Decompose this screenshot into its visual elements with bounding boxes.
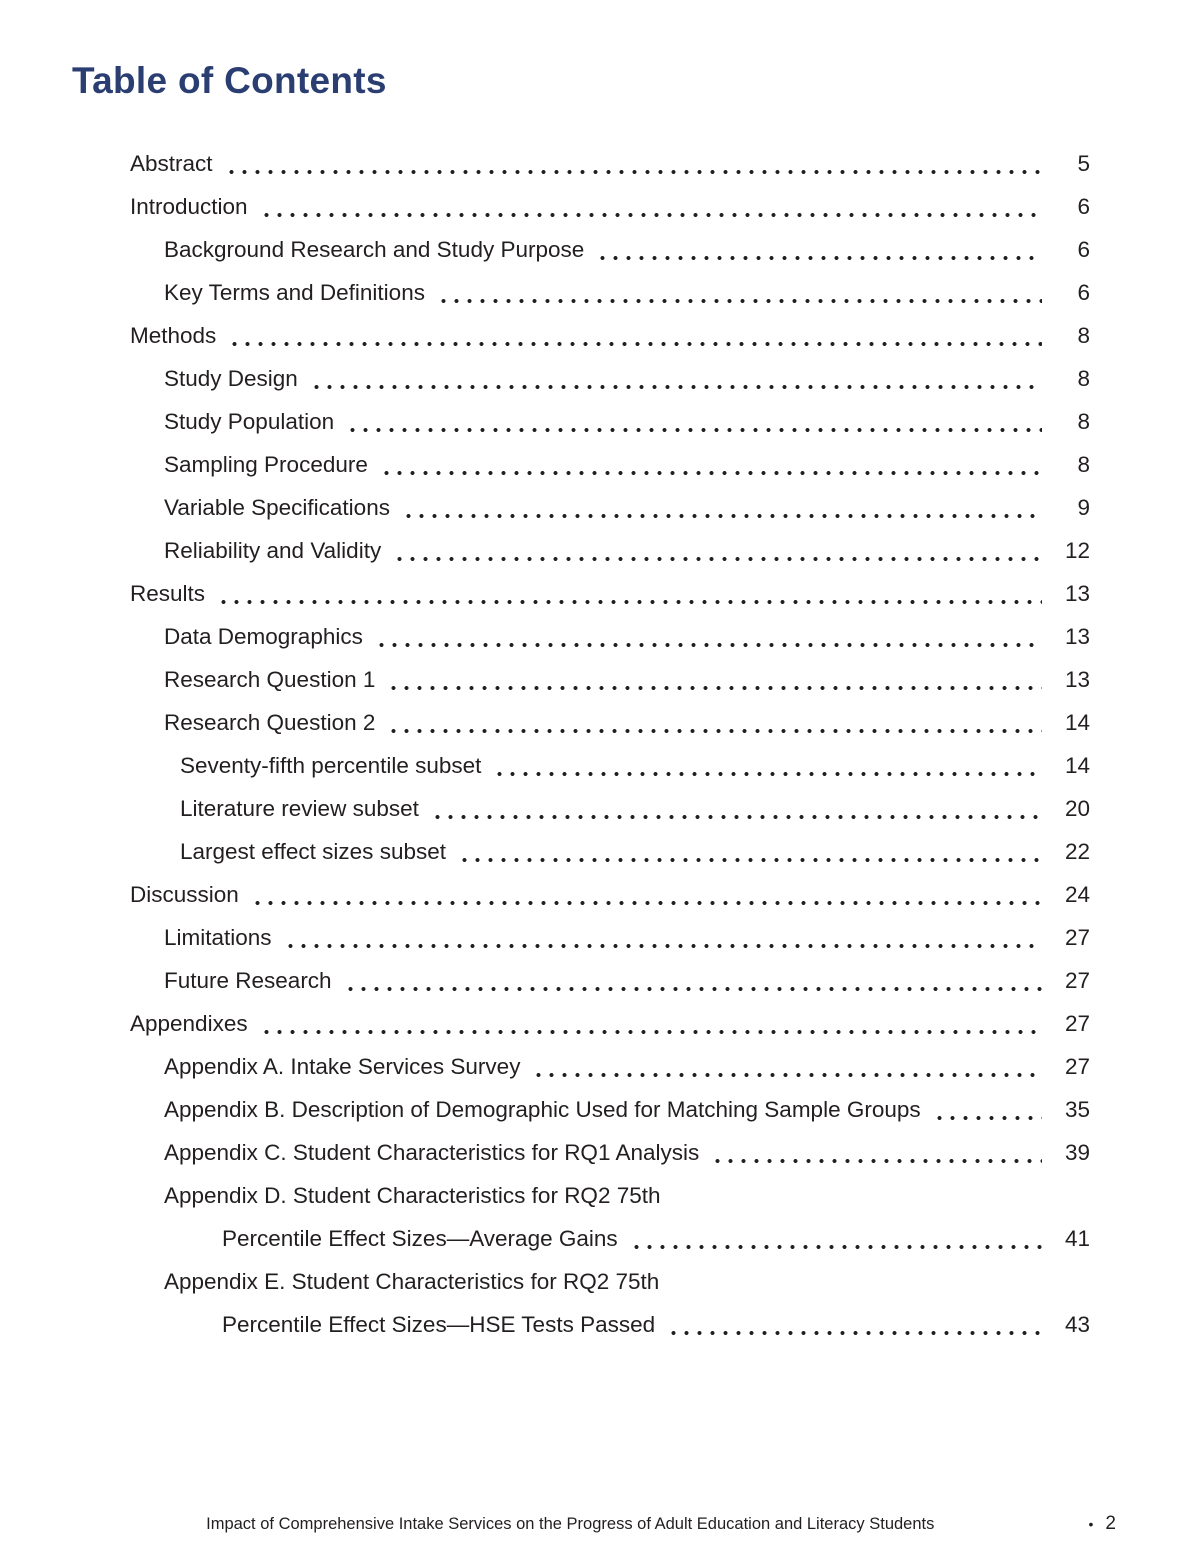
- toc-entry-page: 9: [1077, 495, 1090, 520]
- toc-entry-label[interactable]: Percentile Effect Sizes—HSE Tests Passed: [222, 1312, 656, 1337]
- toc-entry-label[interactable]: Seventy-fifth percentile subset: [180, 753, 482, 778]
- dot-leader: [665, 1303, 1042, 1346]
- footer-page-area: [1089, 1513, 1128, 1535]
- dot-leader: [308, 357, 1042, 400]
- toc-entry[interactable]: [130, 658, 1090, 701]
- toc-entry[interactable]: [130, 271, 1090, 314]
- toc-entry-label[interactable]: Limitations: [164, 925, 272, 950]
- toc-entry[interactable]: [130, 615, 1090, 658]
- dot-leader: [391, 529, 1042, 572]
- toc-entry-label[interactable]: Discussion: [130, 882, 239, 907]
- toc-entry[interactable]: [130, 529, 1090, 572]
- toc-entry-page: 22: [1064, 839, 1090, 864]
- toc-entry-page: 12: [1064, 538, 1090, 563]
- toc-entry[interactable]: [130, 1260, 1090, 1303]
- page-title: Table of Contents: [72, 60, 387, 101]
- dot-leader: [456, 830, 1042, 873]
- toc-entry[interactable]: [130, 443, 1090, 486]
- toc-entry-label[interactable]: Appendix C. Student Characteristics for RQ1 Analysis: [164, 1140, 700, 1165]
- dot-leader: [429, 787, 1042, 830]
- toc-entry-page: 39: [1064, 1140, 1090, 1165]
- dot-leader: [226, 314, 1042, 357]
- toc-entry[interactable]: [130, 787, 1090, 830]
- toc-entry-page: 14: [1064, 710, 1090, 735]
- dot-leader: [378, 443, 1042, 486]
- toc-entry[interactable]: [130, 486, 1090, 529]
- toc-entry-page: 27: [1064, 1054, 1090, 1079]
- dot-leader: [385, 701, 1042, 744]
- toc-list: [130, 142, 1090, 1346]
- dot-leader: [373, 615, 1042, 658]
- toc-entry[interactable]: [130, 185, 1090, 228]
- dot-leader: [249, 873, 1042, 916]
- toc-entry-label[interactable]: Future Research: [164, 968, 332, 993]
- toc-entry-page: 6: [1077, 280, 1090, 305]
- toc-entry-page: 13: [1064, 667, 1090, 692]
- toc-entry[interactable]: [130, 1002, 1090, 1045]
- toc-entry-page: 6: [1077, 237, 1090, 262]
- dot-leader: [344, 400, 1042, 443]
- toc-entry-page: 27: [1064, 968, 1090, 993]
- dot-leader: [258, 185, 1042, 228]
- dot-leader: [491, 744, 1042, 787]
- toc-entry-page: 14: [1064, 753, 1090, 778]
- toc-entry-page: 27: [1064, 925, 1090, 950]
- toc-entry-page: 13: [1064, 581, 1090, 606]
- toc-entry-label[interactable]: Results: [130, 581, 206, 606]
- toc-entry-label[interactable]: Literature review subset: [180, 796, 419, 821]
- toc-entry[interactable]: [130, 873, 1090, 916]
- dot-leader: [435, 271, 1042, 314]
- toc-entry-label[interactable]: Appendix B. Description of Demographic Used for Matching Sample Groups: [164, 1097, 921, 1122]
- dot-leader: [215, 572, 1042, 615]
- toc-entry-page: 35: [1064, 1097, 1090, 1122]
- toc-entry-page: 43: [1064, 1312, 1090, 1337]
- toc-entry-page: 8: [1077, 409, 1090, 434]
- toc-entry-label[interactable]: Introduction: [130, 194, 248, 219]
- toc-entry-page: 24: [1064, 882, 1090, 907]
- toc-entry-page: 8: [1077, 452, 1090, 477]
- toc-entry-label[interactable]: Sampling Procedure: [164, 452, 368, 477]
- toc-entry[interactable]: [130, 1217, 1090, 1260]
- toc-entry[interactable]: [130, 1045, 1090, 1088]
- toc-entry[interactable]: [130, 1088, 1090, 1131]
- page-number: 2: [1105, 1513, 1116, 1534]
- toc-entry-page: 41: [1064, 1226, 1090, 1251]
- toc-entry-label[interactable]: Variable Specifications: [164, 495, 390, 520]
- toc-entry[interactable]: [130, 701, 1090, 744]
- bullet-icon: •: [1088, 1516, 1094, 1532]
- dot-leader: [282, 916, 1042, 959]
- toc-entry-page: 8: [1077, 323, 1090, 348]
- toc-entry[interactable]: [130, 228, 1090, 271]
- toc-entry-page: 6: [1077, 194, 1090, 219]
- toc-entry-label[interactable]: Study Design: [164, 366, 298, 391]
- toc-entry-label[interactable]: Background Research and Study Purpose: [164, 237, 585, 262]
- toc-entry-label[interactable]: Key Terms and Definitions: [164, 280, 425, 305]
- toc-entry-label[interactable]: Largest effect sizes subset: [180, 839, 446, 864]
- toc-entry-label[interactable]: Study Population: [164, 409, 335, 434]
- dot-leader: [709, 1131, 1042, 1174]
- footer-text: Impact of Comprehensive Intake Services on the Progress of Adult Education and Literacy Students: [206, 1514, 935, 1533]
- toc-entry[interactable]: [130, 142, 1090, 185]
- dot-leader: [931, 1088, 1042, 1131]
- toc-entry-label[interactable]: Abstract: [130, 151, 213, 176]
- toc-entry-label[interactable]: Appendix D. Student Characteristics for RQ2 75th: [164, 1183, 661, 1208]
- toc-entry[interactable]: [130, 1131, 1090, 1174]
- toc-entry[interactable]: [130, 916, 1090, 959]
- toc-entry-page: 13: [1064, 624, 1090, 649]
- toc-entry-label[interactable]: Data Demographics: [164, 624, 363, 649]
- toc-entry-page: 20: [1064, 796, 1090, 821]
- dot-leader: [594, 228, 1042, 271]
- dot-leader: [530, 1045, 1042, 1088]
- toc-entry-label[interactable]: Appendixes: [130, 1011, 248, 1036]
- toc-entry[interactable]: [130, 572, 1090, 615]
- dot-leader: [342, 959, 1042, 1002]
- toc-entry-label[interactable]: Percentile Effect Sizes—Average Gains: [222, 1226, 618, 1251]
- toc-entry[interactable]: [130, 357, 1090, 400]
- dot-leader: [400, 486, 1042, 529]
- toc-entry-label[interactable]: Methods: [130, 323, 217, 348]
- toc-entry-label[interactable]: Research Question 1: [164, 667, 376, 692]
- toc-entry-label[interactable]: Appendix A. Intake Services Survey: [164, 1054, 521, 1079]
- toc-entry-page: 27: [1064, 1011, 1090, 1036]
- toc-entry-page: 5: [1077, 151, 1090, 176]
- toc-entry[interactable]: [130, 1303, 1090, 1346]
- toc-entry[interactable]: [130, 1174, 1090, 1217]
- toc-entry[interactable]: [130, 314, 1090, 357]
- toc-entry[interactable]: [130, 400, 1090, 443]
- footer: [72, 1513, 1128, 1535]
- toc-entry[interactable]: [130, 744, 1090, 787]
- dot-leader: [385, 658, 1042, 701]
- toc-entry-label[interactable]: Reliability and Validity: [164, 538, 382, 563]
- toc-entry-label[interactable]: Research Question 2: [164, 710, 376, 735]
- dot-leader: [258, 1002, 1042, 1045]
- toc-entry[interactable]: [130, 830, 1090, 873]
- toc-entry-page: 8: [1077, 366, 1090, 391]
- dot-leader: [628, 1217, 1042, 1260]
- toc-entry[interactable]: [130, 959, 1090, 1002]
- toc-entry-label[interactable]: Appendix E. Student Characteristics for RQ2 75th: [164, 1269, 660, 1294]
- dot-leader: [223, 142, 1042, 185]
